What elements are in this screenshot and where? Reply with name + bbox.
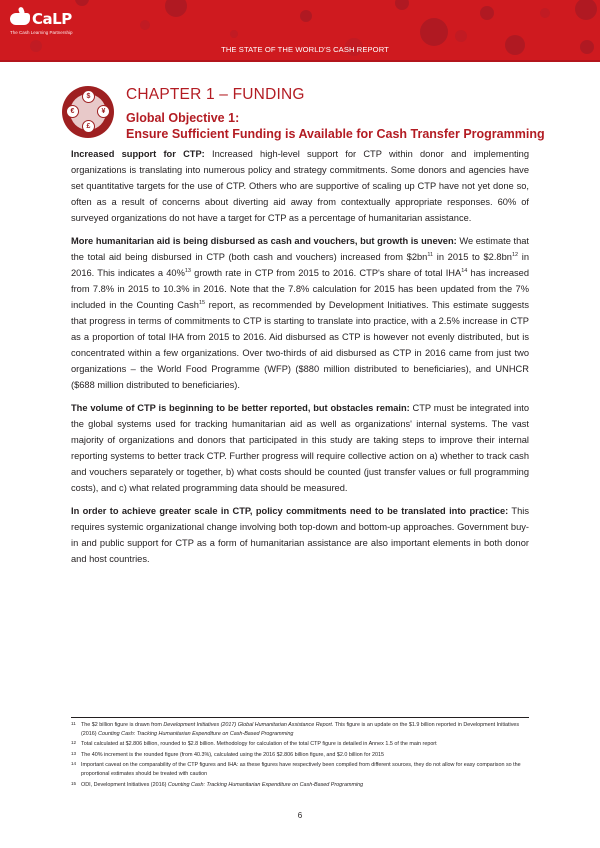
footnote-citation: Counting Cash: Tracking Humanitarian Expenditure on Cash-Based Programming xyxy=(167,781,364,788)
footnote-text: ODI, Development Initiatives (2016) xyxy=(81,781,168,788)
page-number: 6 xyxy=(297,811,303,820)
paragraph-text: growth rate in CTP from 2015 to 2016. CTP's share of total IHA xyxy=(190,268,462,278)
paragraph-text: Increased high-level support for CTP within donor and implementing organizations is translating into numerous policy and strategy commitments. Some donors and agencies have set quantitative targets for the use of CTP. Others who are supportive of scaling up CTP have not yet done so, often as a result of concerns about diverting aid away from contextually appropriate responses. 60% of surveyed organizations do not have a target for CTP as a percentage of humanitarian assistance. xyxy=(71,149,529,223)
footnote-citation: Development Initiatives (2017) Global Humanitarian Assistance Report xyxy=(163,722,332,728)
paragraph-support xyxy=(71,146,529,226)
paragraph-text: We estimate that the total aid being disbursed in CTP (both cash and vouchers) increased from $2bn xyxy=(71,236,530,262)
currency-cycle-icon xyxy=(62,86,114,138)
paragraph-text: in 2016. This indicates a 40% xyxy=(71,252,529,278)
footnote-13 xyxy=(71,751,529,760)
logo-name: CaLP xyxy=(32,10,72,28)
paragraph-text: in 2015 to $2.8bn xyxy=(433,252,512,262)
yen-icon: ¥ xyxy=(97,105,110,118)
footnote-number: 14 xyxy=(71,761,77,767)
footnote-number: 11 xyxy=(71,721,76,726)
paragraph-text: CTP must be integrated into the global systems used for tracking humanitarian aid as well as organizations' internal systems. The vast majority of organizations and donors that participated in this study are taking steps to improve their internal reporting systems to better track CTP. Further progress will require collective action on a) whether to track cash and vouchers separately or together, b) what costs should be counted (just transfer values or full programming costs), and c) what related programming data should be measured. xyxy=(71,403,529,493)
paragraph-reporting xyxy=(71,400,529,496)
footnote-text: Important caveat on the comparability of the CTP figures and IHA: as these figures have respectively been compiled from different sources, they do not allow for easy comparison so the proportional estimates should be treated with caution xyxy=(81,762,521,777)
footnote-number: 13 xyxy=(71,750,77,756)
paragraph-text: This requires systemic organizational change involving both top-down and bottom-up approaches. Government buy-in and public support for CTP as a form of humanitarian assistance are also important elements in both donor and host countries. xyxy=(71,506,529,564)
footnotes xyxy=(71,717,529,791)
footnote-ref-11[interactable]: 11 xyxy=(427,251,434,258)
footnote-ref-12[interactable]: 12 xyxy=(511,251,519,258)
footnote-11 xyxy=(71,721,529,738)
pound-icon: £ xyxy=(82,120,95,133)
paragraph-scale xyxy=(71,503,529,567)
page-header-banner xyxy=(0,0,600,62)
paragraph-text: report, as recommended by Development Initiatives. This estimate suggests that progress in terms of commitments to CTP is starting to translate into practice, with a 2.5% increase in CTP as a proportion of total IHA from 2015 to 2016. Aid disbursed as CTP is however not evenly distributed, but is concentrated within a few organizations. Over two-thirds of aid disbursed as CTP in 2016 came from just two organizations – the World Food Programme (WFP) ($880 million distributed to beneficiaries), and UNHCR ($688 million distributed to beneficiaries). xyxy=(71,300,529,390)
dollar-icon: $ xyxy=(82,90,95,103)
paragraph-disbursement xyxy=(71,233,529,393)
logo-tagline: The Cash Learning Partnership xyxy=(10,30,73,35)
footnote-ref-14[interactable]: 14 xyxy=(461,267,468,274)
footnote-text: Total calculated at $2.806 billion, rounded to $2.8 billion. Methodology for calculation of the total CTP figure is detailed in Annex 1.5 of the main report xyxy=(81,741,437,748)
objective-title: Ensure Sufficient Funding is Available for Cash Transfer Programming xyxy=(126,127,545,141)
calp-logo xyxy=(10,10,73,35)
objective-label: Global Objective 1: xyxy=(126,111,240,125)
hand-logo-icon xyxy=(10,13,30,25)
chapter-title: CHAPTER 1 – FUNDING xyxy=(126,86,305,103)
paragraph-text: has increased from 7.8% in 2015 to 10.3% in 2016. Note that the 7.8% calculation for 2015 has been updated from the 7% included in the Counting Cash xyxy=(71,268,530,310)
footnote-12 xyxy=(71,740,529,749)
footnote-number: 12 xyxy=(71,740,77,746)
footnote-text: The 40% increment is the rounded figure (from 40.3%), calculated using the 2016 $2.806 billion figure, and $2.0 billion for 2015 xyxy=(81,751,384,758)
footnote-14 xyxy=(71,761,529,778)
body-text xyxy=(71,146,529,574)
paragraph-lead: More humanitarian aid is being disbursed as cash and vouchers, but growth is uneven: xyxy=(71,236,457,246)
footnote-15 xyxy=(71,781,529,790)
euro-icon: € xyxy=(66,105,79,118)
paragraph-lead: In order to achieve greater scale in CTP, policy commitments need to be translated into practice: xyxy=(71,506,509,516)
footnote-ref-13[interactable]: 13 xyxy=(184,267,191,274)
footnote-citation: Counting Cash: Tracking Humanitarian Expenditure on Cash-Based Programming xyxy=(98,730,294,737)
footnote-divider xyxy=(71,717,529,718)
footnote-number: 15 xyxy=(71,780,77,786)
footnote-text: The $2 billion figure is drawn from xyxy=(81,722,164,728)
report-title: THE STATE OF THE WORLD'S CASH REPORT xyxy=(221,45,389,54)
footnote-text: . This figure is an update on the $1.9 billion reported in Development Initiatives (2016) xyxy=(81,722,520,737)
paragraph-lead: Increased support for CTP: xyxy=(71,149,205,159)
footnote-ref-15[interactable]: 15 xyxy=(198,299,206,306)
paragraph-lead: The volume of CTP is beginning to be better reported, but obstacles remain: xyxy=(71,403,410,413)
